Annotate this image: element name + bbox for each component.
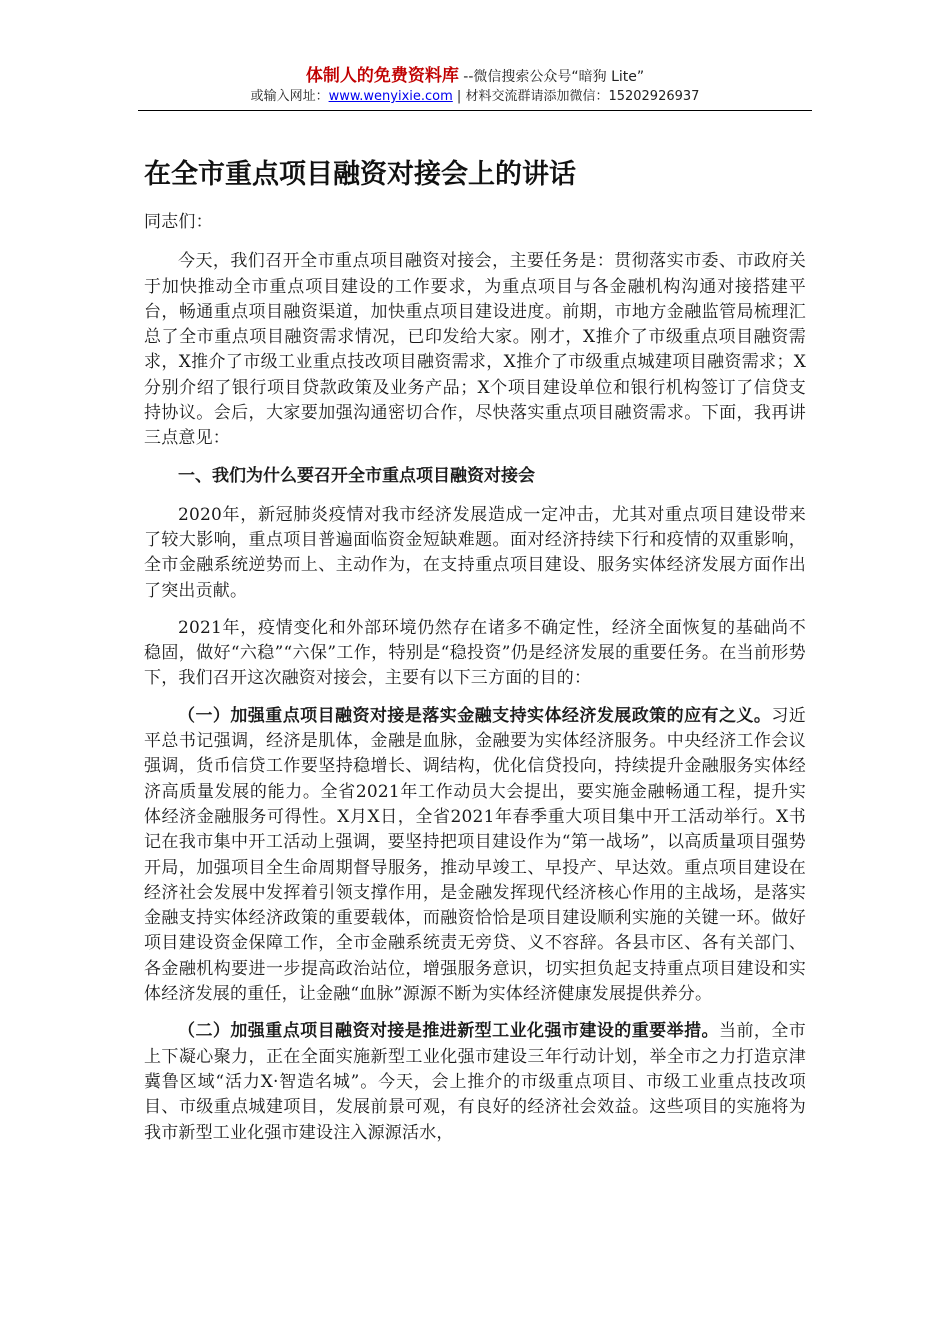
header-line-1 <box>0 66 950 87</box>
intro-paragraph: 今天，我们召开全市重点项目融资对接会，主要任务是：贯彻落实市委、市政府关于加快推动全市重点项目建设的工作要求，为重点项目与各金融机构沟通对接搭建平台，畅通重点项目融资渠道，加快重点项目建设进度。前期，市地方金融监管局梳理汇总了全市重点项目融资需求情况，已印发给大家。刚才，X推介了市级重点项目融资需求，X推介了市级工业重点技改项目融资需求，X推介了市级重点城建项目融资需求；X分别介绍了银行项目贷款政策及业务产品；X个项目建设单位和银行机构签订了信贷支持协议。会后，大家要加强沟通密切合作，尽快落实重点项目融资需求。下面，我再讲三点意见： <box>144 251 806 449</box>
point-2-paragraph <box>144 1019 806 1145</box>
page-header <box>0 66 950 107</box>
point-1-body: 习近平总书记强调，经济是肌体，金融是血脉，金融要为实体经济服务。中央经济工作会议强调，货币信贷工作要坚持稳增长、调结构，优化信贷投向，持续提升金融服务实体经济高质量发展的能力。全省2021年工作动员大会提出，要实施金融畅通工程，提升实体经济金融服务可得性。X月X日，全省2021年春季重大项目集中开工活动举行。X书记在我市集中开工活动上强调，要坚持把项目建设作为“第一战场”，以高质量项目强势开局，加强项目全生命周期督导服务，推动早竣工、早投产、早达效。重点项目建设在经济社会发展中发挥着引领支撑作用，是金融发挥现代经济核心作用的主战场，是落实金融支持实体经济政策的重要载体，而融资恰恰是项目建设顺利实施的关键一环。做好项目建设资金保障工作，全市金融系统责无旁贷、义不容辞。各县市区、各有关部门、各金融机构要进一步提高政治站位，增强服务意识，切实担负起支持重点项目建设和实体经济发展的重任，让金融“血脉”源源不断为实体经济健康发展提供养分。 <box>144 705 806 1005</box>
section-heading-1: 一、我们为什么要召开全市重点项目融资对接会 <box>178 465 535 486</box>
url-prefix: 或输入网址： <box>250 89 329 104</box>
salutation: 同志们： <box>144 212 213 232</box>
brand-name: 体制人的免费资料库 <box>305 66 459 86</box>
paragraph-2021: 2021年，疫情变化和外部环境仍然存在诸多不确定性，经济全面恢复的基础尚不稳固，做好“六稳”“六保”工作，特别是“稳投资”仍是经济发展的重要任务。在当前形势下，我们召开这次融资对接会，主要有以下三方面的目的： <box>144 617 806 689</box>
paragraph-2020: 2020年，新冠肺炎疫情对我市经济发展造成一定冲击，尤其对重点项目建设带来了较大影响，重点项目普遍面临资金短缺难题。面对经济持续下行和疫情的双重影响，全市金融系统逆势而上、主动作为，在支持重点项目建设、服务实体经济发展方面作出了突出贡献。 <box>144 504 806 601</box>
contact-info: | 材料交流群请添加微信：15202926937 <box>452 89 700 104</box>
point-2-lead: （二）加强重点项目融资对接是推进新型工业化强市建设的重要举措。 <box>178 1021 719 1042</box>
point-2-body: 当前，全市上下凝心聚力，正在全面实施新型工业化强市建设三年行动计划，举全市之力打造京津冀鲁区域“活力X·智造名城”。今天，会上推介的市级重点项目、市级工业重点技改项目、市级重点城建项目，发展前景可观，有良好的经济社会效益。这些项目的实施将为我市新型工业化强市建设注入源源活水， <box>144 1021 807 1143</box>
website-link[interactable]: www.wenyixie.com <box>328 89 453 104</box>
point-1-lead: （一）加强重点项目融资对接是落实金融支持实体经济发展政策的应有之义。 <box>178 705 772 726</box>
header-line-2 <box>0 87 950 107</box>
document-body <box>144 210 806 1158</box>
header-divider <box>138 110 812 111</box>
document-title: 在全市重点项目融资对接会上的讲话 <box>144 159 576 190</box>
header-tagline: --微信搜索公众号“暗狗 Lite” <box>458 69 645 85</box>
point-1-paragraph <box>144 704 806 1008</box>
